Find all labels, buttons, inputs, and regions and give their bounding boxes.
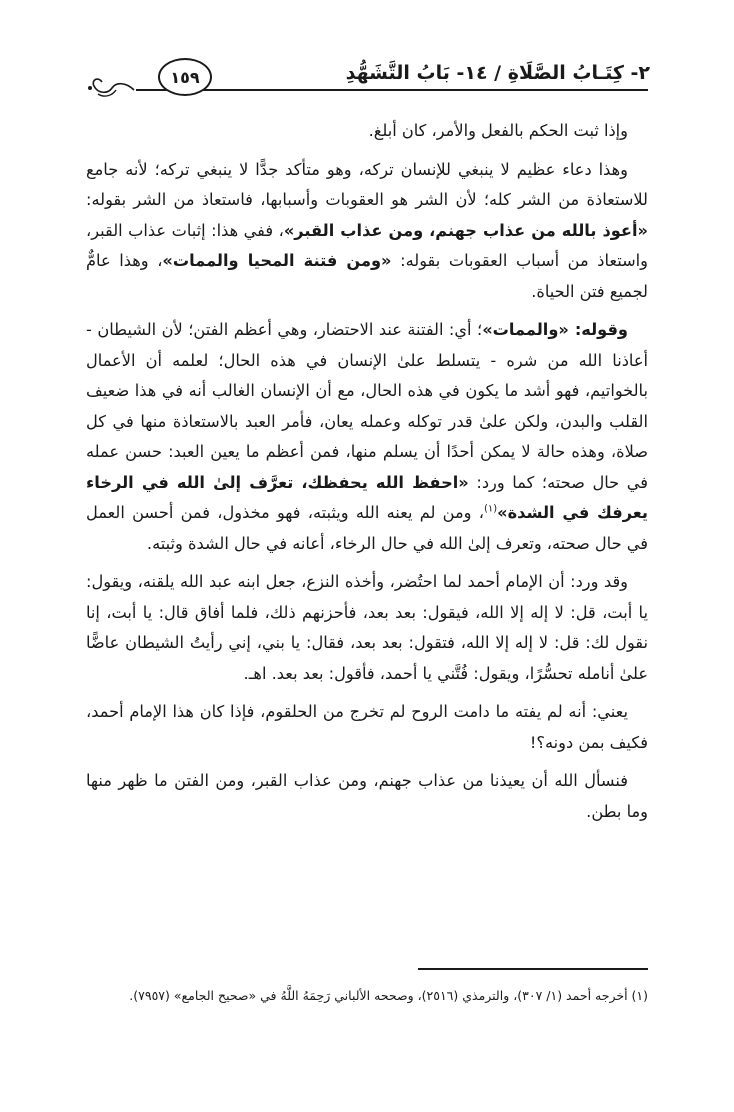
- page-header: [86, 56, 650, 100]
- paragraph-6: فنسأل الله أن يعيذنا من عذاب جهنم، ومن عذاب القبر، ومن الفتن ما ظهر منها وما بطن.: [86, 771, 648, 821]
- chapter-title: ٢- كِتَـابُ الصَّلَاةِ / ١٤- بَابُ التَّشَهُّدِ: [345, 62, 650, 84]
- paragraph-5: يعني: أنه لم يفته ما دامت الروح لم تخرج من الحلقوم، فإذا كان هذا الإمام أحمد، فكيف بمن دونه؟!: [86, 702, 648, 752]
- paragraph-2: [86, 155, 648, 308]
- footnote: (١) أخرجه أحمد (١/ ٣٠٧)، والترمذي (٢٥١٦)، وصححه الألباني رَحِمَهُ اللَّهُ في «صحيح الجامع» (٧٩٥٧).: [129, 988, 648, 1003]
- hadith-quote-jahannam: «أعوذ بالله من عذاب جهنم، ومن عذاب القبر»: [283, 220, 648, 240]
- hadith-quote-ihfaz: «احفظ الله يحفظك، تعرَّف إلىٰ الله في الرخاء يعرفك في الشدة»: [86, 472, 648, 522]
- footnote-divider: [418, 968, 648, 970]
- page-body: [86, 116, 648, 835]
- hadith-quote-fitna: «ومن فتنة المحيا والممات»: [162, 251, 392, 270]
- page-number: ١٥٩: [158, 58, 212, 96]
- paragraph-3-text-b: ، ومن لم يعنه الله ويثبته، فهو مخذول، فمن أحسن العمل في حال صحته، وتعرف إلىٰ الله في حال الرخاء، أعانه في حال الشدة وثبته.: [86, 503, 648, 553]
- footnote-ref[interactable]: (١): [483, 503, 498, 515]
- paragraph-3-lead: وقوله: «والممات»: [482, 320, 628, 339]
- paragraph-2-text-a: وهذا دعاء عظيم لا ينبغي للإنسان تركه، وهو متأكد جدًّا لا ينبغي تركه؛ لأنه جامع للاستعاذة من الشر كله؛ لأن الشر هو العقوبات وأسبابها، فاستعاذ من الشر بقوله:: [86, 159, 648, 209]
- paragraph-2-text-c: ، وهذا عامٌّ لجميع فتن الحياة.: [86, 251, 648, 301]
- paragraph-3: [86, 315, 648, 559]
- paragraph-4: وقد ورد: أن الإمام أحمد لما احتُضر، وأخذه النزع، جعل ابنه عبد الله يلقنه، ويقول: يا أبت، قل: لا إله إلا الله، فيقول: بعد بعد، فأحزنهم ذلك، فلما أفاق قال: يا أبت، إنا نقول لك: قل: لا إله إلا الله، فتقول: بعد بعد، فقال: يا بني، إني رأيتُ الشيطان عاضًّا علىٰ أنامله تحسُّرًا، ويقول: فُتَّني يا أحمد، فأقول: بعد بعد. اهـ.: [86, 572, 648, 683]
- paragraph-2-text-b: ، ففي هذا: إثبات عذاب القبر، واستعاذ من أسباب العقوبات بقوله:: [86, 220, 648, 270]
- paragraph-3-text-a: ؛ أي: الفتنة عند الاحتضار، وهي أعظم الفتن؛ لأن الشيطان - أعاذنا الله من شره - يتسلط علىٰ الإنسان في هذه الحال؛ لعلمه أن الأعمال بالخواتيم، فهو أشد ما يكون في هذه الحال، مع أن الإنسان الغالب أنه في هذا ضعيف القلب والبدن، ولكن علىٰ قدر توكله وعمله يعان، فأمر العبد بالاستعاذة منها في كل صلاة، وهذه حالة لا يمكن أحدًا أن يسلم منها، فمن أعظم ما يعين العبد: حسن عمله في حال صحته؛ كما ورد:: [86, 320, 649, 492]
- paragraph-1: وإذا ثبت الحكم بالفعل والأمر، كان أبلغ.: [368, 121, 628, 140]
